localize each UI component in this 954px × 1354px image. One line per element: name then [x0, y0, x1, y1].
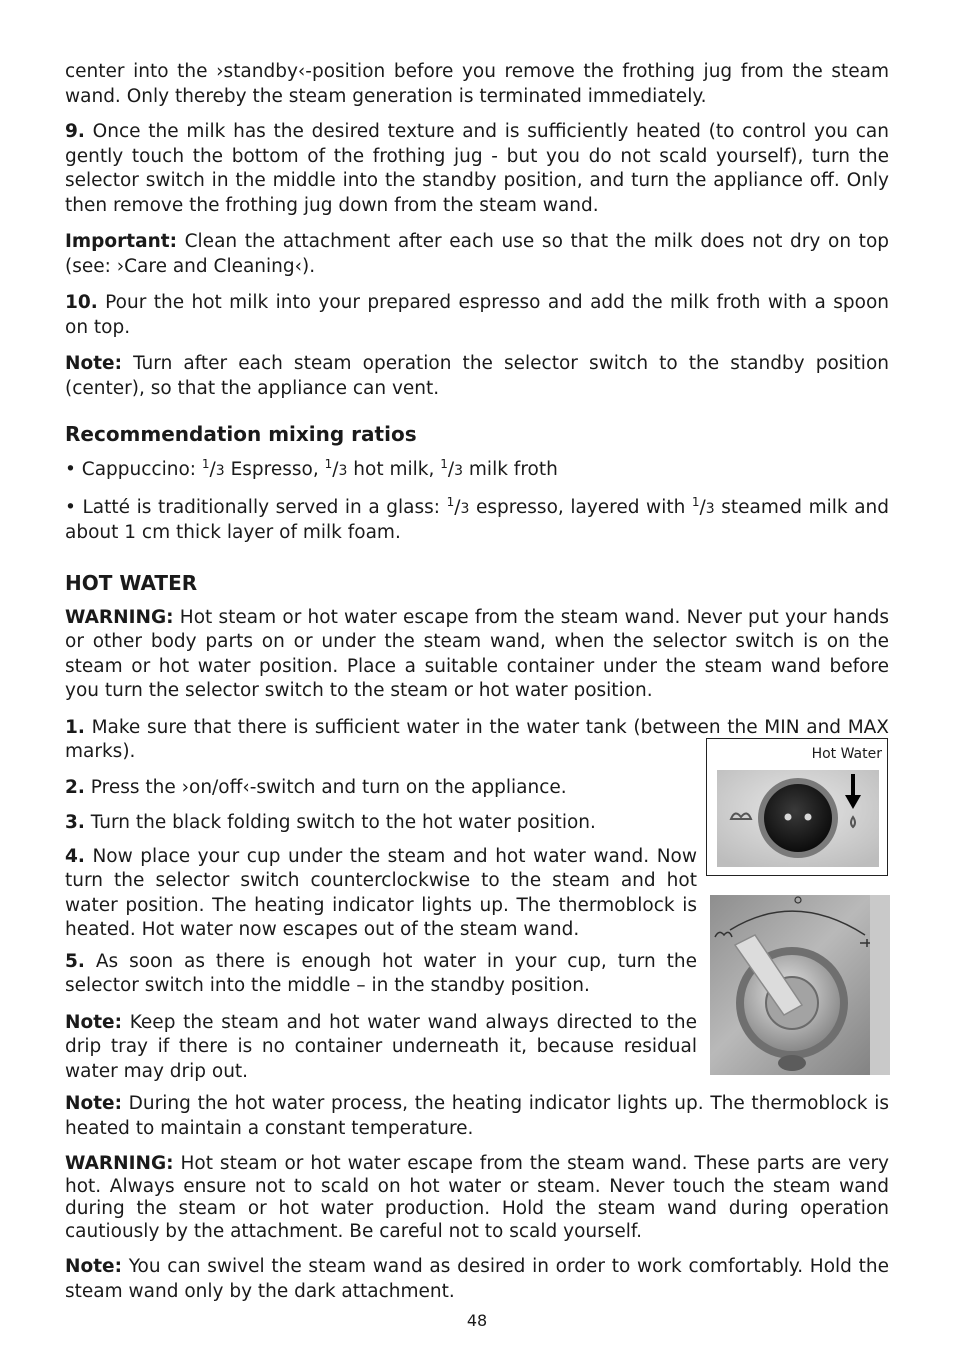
warning-text: Hot steam or hot water escape from the steam wand. Never put your hands or other body parts on or under the steam wand, when the selector switch is on the steam or hot water position. Place a suitable container under the steam wand before you turn the selector switch to the steam or hot water position.	[65, 606, 889, 701]
warning-hot-water	[65, 606, 889, 704]
hw-step-1: 1. Make sure that there is sufficient water in the water tank (between the MIN and MAX marks).	[65, 716, 889, 762]
page-number: 48	[466, 1311, 488, 1330]
hot-water-heading: HOT WATER	[65, 570, 198, 595]
mixing-heading: Recommendation mixing ratios	[65, 422, 417, 446]
note-swivel: Note: You can swivel the steam wand as desired in order to work comfortably. Hold the steam wand only by the dark attachment.	[65, 1256, 889, 1302]
important-label: Important:	[65, 231, 177, 252]
hw-step-5: 5. As soon as there is enough hot water in your cup, turn the selector switch into the middle – in the standby position.	[65, 950, 697, 996]
hw-step-3: 3. Turn the black folding switch to the hot water position.	[65, 812, 596, 833]
note-text: Turn after each steam operation the selector switch to the standby position (center), so that the appliance can vent.	[65, 353, 889, 399]
selector-dial-photo	[710, 895, 890, 1075]
selector-dial-figure	[710, 895, 890, 1075]
switch-illustration	[707, 739, 889, 877]
note-label: Note:	[65, 353, 122, 374]
continuation-text: center into the ›standby‹-position before you remove the frothing jug from the steam wand. Only thereby the steam generation is terminated immediately.	[65, 61, 889, 107]
important-note	[65, 230, 889, 279]
figure-label: Hot Water	[811, 746, 882, 762]
warning-label: WARNING:	[65, 606, 174, 628]
step-text: Once the milk has the desired texture and is sufficiently heated (to control you can gently touch the bottom of the frothing jug - but you do not scald yourself), turn the selector switch in the middle into the standby position, and turn the appliance off. Only then remove the frothing jug down from the steam wand.	[65, 121, 889, 216]
step-10	[65, 291, 889, 340]
hw-step-2: 2. Press the ›on/off‹-switch and turn on the appliance.	[65, 776, 567, 798]
step-text: Pour the hot milk into your prepared espresso and add the milk froth with a spoon on top.	[65, 292, 889, 338]
hot-water-switch-figure	[706, 738, 888, 876]
bullet-cappuccino: • Cappuccino: $^1$/3 Espresso, $^1$/3 hot milk, $^1$/3 milk froth	[65, 457, 558, 480]
note-drip-tray: Note: Keep the steam and hot water wand always directed to the drip tray if there is no container underneath it, because residual water may drip out.	[65, 1011, 697, 1082]
hw-step-4: 4. Now place your cup under the steam and hot water wand. Now turn the selector switch counterclockwise to the steam and hot water position. The heating indicator lights up. The thermoblock is heated. Hot water now escapes out of the steam wand.	[65, 845, 697, 940]
page-content	[65, 60, 889, 1304]
note-vent	[65, 352, 889, 401]
important-text: Clean the attachment after each use so that the milk does not dry on top (see: ›Care and Cleaning‹).	[65, 231, 889, 277]
step-number: 10.	[65, 292, 98, 313]
note-heating-indicator: Note: During the hot water process, the heating indicator lights up. The thermoblock is heated to maintain a constant temperature.	[65, 1093, 889, 1139]
step-9	[65, 120, 889, 218]
warning-very-hot: WARNING: Hot steam or hot water escape from the steam wand. These parts are very hot. Always ensure not to scald on hot water or steam. Never touch the steam wand during the steam or hot water production. Hold the steam wand during operation cautiously by the attachment. Be careful not to scald yourself.	[65, 1153, 889, 1242]
bullet-latte: • Latté is traditionally served in a glass: $^1$/3 espresso, layered with $^1$/3 steamed milk and about 1 cm thick layer of milk foam.	[65, 494, 889, 543]
step-number: 9.	[65, 121, 85, 142]
